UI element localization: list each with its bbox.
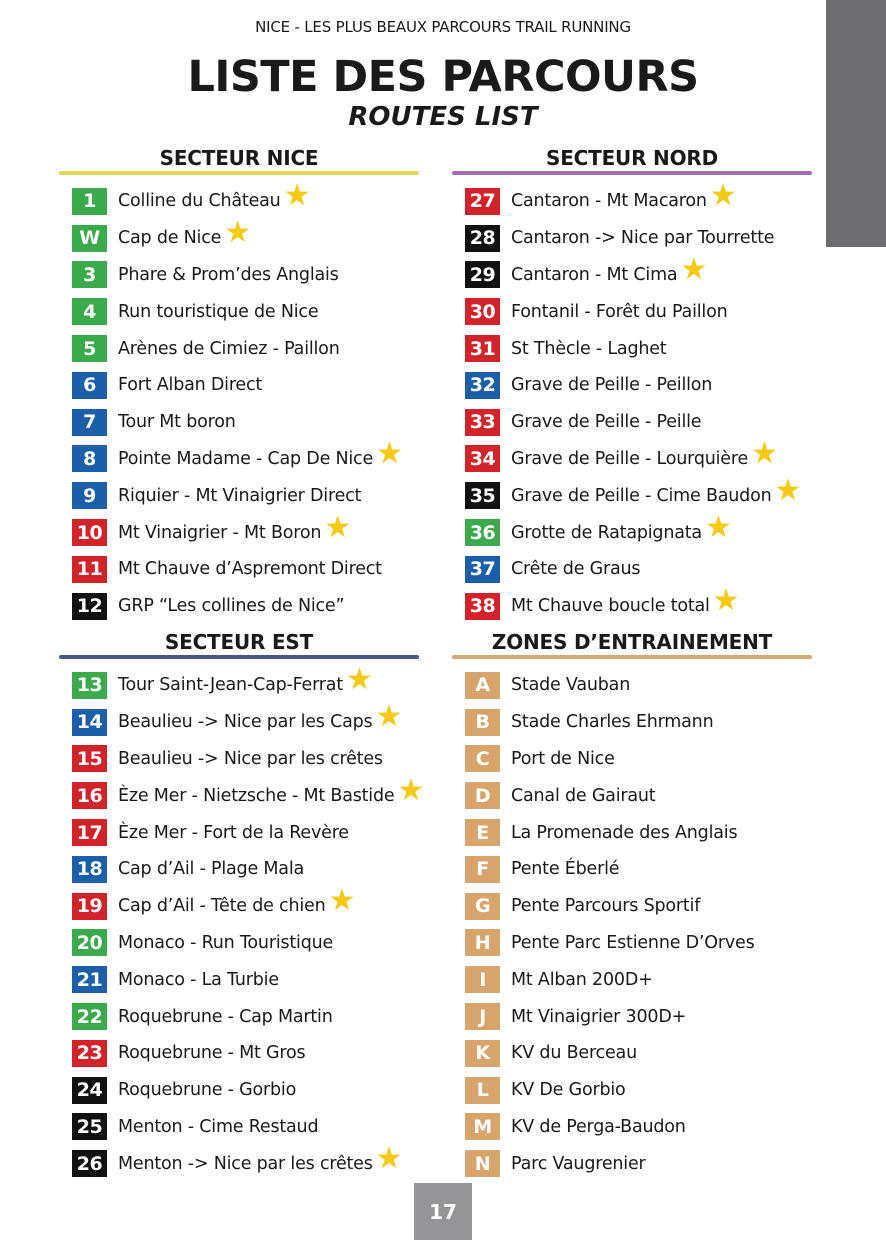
route-label: Grave de Peille - Cime Baudon: [511, 485, 772, 506]
route-badge: 12: [72, 593, 107, 620]
route-label: Beaulieu -> Nice par les crêtes: [118, 748, 383, 769]
route-label: Pente Parcours Sportif: [511, 896, 701, 917]
route-item: [59, 551, 419, 588]
route-label: Phare & Prom’des Anglais: [118, 264, 339, 285]
star-icon: ★: [283, 178, 311, 214]
route-label: Tour Saint-Jean-Cap-Ferrat: [118, 675, 343, 696]
route-label: Colline du Château: [118, 191, 281, 212]
route-item: [59, 1072, 419, 1109]
star-icon: ★: [328, 883, 356, 919]
star-icon: ★: [324, 509, 352, 545]
route-badge: C: [465, 745, 500, 772]
route-item: [59, 699, 419, 741]
route-label: Grave de Peille - Peille: [511, 412, 702, 433]
route-item: [452, 1072, 812, 1109]
route-badge: B: [465, 709, 500, 736]
route-badge: 21: [72, 966, 107, 993]
section-title: SECTEUR NORD: [546, 146, 718, 170]
route-label: Pente Parc Estienne D’Orves: [511, 932, 755, 953]
route-badge: D: [465, 782, 500, 809]
route-label: Mt Alban 200D+: [511, 969, 653, 990]
route-badge: 13: [72, 672, 107, 699]
route-badge: 14: [72, 709, 107, 736]
route-badge: J: [465, 1003, 500, 1030]
route-label: Cantaron -> Nice par Tourrette: [511, 228, 775, 249]
route-item: [59, 925, 419, 962]
route-label: St Thècle - Laghet: [511, 338, 667, 359]
route-label: Cap d’Ail - Tête de chien: [118, 896, 326, 917]
route-badge: 30: [465, 298, 500, 325]
route-item: [59, 851, 419, 888]
page-header: NICE - LES PLUS BEAUX PARCOURS TRAIL RUNNING: [255, 18, 631, 36]
route-badge: 29: [465, 261, 500, 288]
route-badge: E: [465, 819, 500, 846]
route-label: Fontanil - Forêt du Paillon: [511, 301, 728, 322]
route-label: Mt Vinaigrier - Mt Boron: [118, 522, 322, 543]
route-label: Cantaron - Mt Macaron: [511, 191, 707, 212]
route-label: Èze Mer - Nietzsche - Mt Bastide: [118, 785, 395, 806]
route-badge: M: [465, 1113, 500, 1140]
route-badge: 18: [72, 856, 107, 883]
route-badge: A: [465, 672, 500, 699]
route-label: Fort Alban Direct: [118, 375, 263, 396]
route-label: Parc Vaugrenier: [511, 1153, 646, 1174]
route-badge: 27: [465, 188, 500, 215]
route-badge: 36: [465, 519, 500, 546]
star-icon: ★: [712, 583, 740, 619]
route-label: Roquebrune - Cap Martin: [118, 1006, 333, 1027]
route-label: Cap de Nice: [118, 228, 222, 249]
section-zones-entrainement: [452, 629, 812, 1182]
route-label: Grotte de Ratapignata: [511, 522, 702, 543]
route-badge: 26: [72, 1150, 107, 1177]
route-badge: H: [465, 929, 500, 956]
route-badge: 3: [72, 261, 107, 288]
route-badge: 28: [465, 225, 500, 252]
route-item: [452, 509, 812, 551]
route-item: [59, 814, 419, 851]
route-item: [452, 998, 812, 1035]
route-item: [452, 551, 812, 588]
route-item: [452, 472, 812, 514]
route-item: [59, 367, 419, 404]
route-item: [59, 772, 425, 814]
route-item: [452, 330, 812, 367]
route-badge: 23: [72, 1040, 107, 1067]
star-icon: ★: [345, 662, 373, 698]
route-item: [59, 215, 419, 257]
route-label: Cap d’Ail - Plage Mala: [118, 859, 305, 880]
route-item: [59, 477, 419, 514]
route-badge: 7: [72, 409, 107, 436]
route-item: [452, 220, 812, 257]
route-item: [452, 961, 812, 998]
route-badge: 22: [72, 1003, 107, 1030]
page-number: 17: [414, 1183, 472, 1240]
route-item: [452, 704, 812, 741]
section-divider: [452, 655, 812, 659]
route-item: [59, 404, 419, 441]
route-item: [59, 588, 419, 625]
route-item: [452, 251, 812, 294]
route-badge: 11: [72, 556, 107, 583]
star-icon: ★: [774, 472, 802, 508]
route-badge: L: [465, 1077, 500, 1104]
route-item: [452, 435, 812, 478]
route-item: [452, 925, 812, 962]
route-item: [452, 583, 812, 625]
route-label: Grave de Peille - Peillon: [511, 375, 713, 396]
route-badge: N: [465, 1150, 500, 1177]
route-label: Tour Mt boron: [118, 412, 236, 433]
route-item: [59, 293, 419, 330]
route-item: [452, 1035, 812, 1072]
route-badge: 34: [465, 445, 500, 472]
route-label: Menton -> Nice par les crêtes: [118, 1153, 373, 1174]
route-label: Monaco - La Turbie: [118, 969, 279, 990]
route-label: KV De Gorbio: [511, 1080, 626, 1101]
section-divider: [59, 655, 419, 659]
route-label: Cantaron - Mt Cima: [511, 264, 678, 285]
route-label: Run touristique de Nice: [118, 301, 319, 322]
section-divider: [452, 171, 812, 175]
route-label: Canal de Gairaut: [511, 785, 656, 806]
route-item: [59, 1035, 419, 1072]
star-icon: ★: [751, 435, 778, 471]
route-badge: 4: [72, 298, 107, 325]
star-icon: ★: [397, 772, 425, 808]
route-badge: 35: [465, 482, 500, 509]
route-badge: 38: [465, 593, 500, 620]
route-badge: F: [465, 856, 500, 883]
route-badge: 19: [72, 893, 107, 920]
section-secteur-est: [59, 629, 425, 1182]
route-badge: 17: [72, 819, 107, 846]
route-badge: 25: [72, 1113, 107, 1140]
route-label: Arènes de Cimiez - Paillon: [118, 338, 340, 359]
route-item: [59, 1140, 419, 1182]
star-icon: ★: [680, 251, 708, 287]
route-item: [59, 998, 419, 1035]
route-label: Monaco - Run Touristique: [118, 932, 334, 953]
route-label: KV de Perga-Baudon: [511, 1116, 686, 1137]
route-label: Pente Éberlé: [511, 859, 620, 880]
route-item: [452, 1145, 812, 1182]
route-badge: 37: [465, 556, 500, 583]
star-icon: ★: [709, 178, 737, 214]
route-item: [59, 1109, 419, 1146]
route-label: Menton - Cime Restaud: [118, 1116, 319, 1137]
route-item: [59, 883, 419, 925]
route-item: [452, 888, 812, 925]
route-item: [452, 178, 812, 220]
route-label: La Promenade des Anglais: [511, 822, 738, 843]
route-item: [452, 367, 812, 404]
route-badge: 1: [72, 188, 107, 215]
route-badge: 20: [72, 929, 107, 956]
section-title: SECTEUR NICE: [159, 146, 319, 170]
route-item: [59, 435, 419, 478]
route-item: [59, 509, 419, 551]
section-title: SECTEUR EST: [164, 630, 314, 654]
route-badge: 16: [72, 782, 107, 809]
route-label: GRP “Les collines de Nice”: [118, 596, 345, 617]
route-label: Stade Vauban: [511, 675, 631, 696]
star-icon: ★: [375, 1140, 403, 1176]
route-badge: 8: [72, 445, 107, 472]
star-icon: ★: [375, 699, 403, 735]
route-badge: 32: [465, 372, 500, 399]
route-item: [59, 961, 419, 998]
route-badge: I: [465, 966, 500, 993]
route-label: Crête de Graus: [511, 559, 641, 580]
route-badge: 10: [72, 519, 107, 546]
route-item: [452, 1109, 812, 1146]
route-label: Mt Vinaigrier 300D+: [511, 1006, 687, 1027]
route-item: [59, 257, 419, 294]
route-label: Grave de Peille - Lourquière: [511, 448, 749, 469]
route-badge: 6: [72, 372, 107, 399]
section-divider: [59, 171, 419, 175]
route-item: [452, 814, 812, 851]
page-subtitle: ROUTES LIST: [348, 102, 538, 132]
route-badge: G: [465, 893, 500, 920]
section-title: ZONES D’ENTRAINEMENT: [491, 630, 773, 654]
route-item: [452, 851, 812, 888]
route-badge: 24: [72, 1077, 107, 1104]
route-item: [59, 741, 419, 778]
route-label: Port de Nice: [511, 748, 615, 769]
route-badge: 33: [465, 409, 500, 436]
page-title: LISTE DES PARCOURS: [187, 52, 699, 102]
route-label: Èze Mer - Fort de la Revère: [118, 822, 349, 843]
route-item: [452, 293, 812, 330]
route-badge: 5: [72, 335, 107, 362]
route-label: Roquebrune - Gorbio: [118, 1080, 297, 1101]
route-label: Stade Charles Ehrmann: [511, 712, 714, 733]
route-badge: W: [72, 225, 107, 252]
route-item: [59, 330, 419, 367]
route-badge: K: [465, 1040, 500, 1067]
route-label: Riquier - Mt Vinaigrier Direct: [118, 485, 362, 506]
section-secteur-nord: [452, 145, 812, 625]
route-label: Mt Chauve d’Aspremont Direct: [118, 559, 382, 580]
section-secteur-nice: [59, 145, 419, 625]
route-item: [452, 741, 812, 778]
route-badge: 9: [72, 482, 107, 509]
route-label: Pointe Madame - Cap De Nice: [118, 448, 374, 469]
route-item: [59, 662, 419, 704]
route-label: Mt Chauve boucle total: [511, 596, 710, 617]
route-badge: 15: [72, 745, 107, 772]
star-icon: ★: [376, 435, 403, 471]
route-label: Beaulieu -> Nice par les Caps: [118, 712, 373, 733]
route-item: [452, 777, 812, 814]
route-label: Roquebrune - Mt Gros: [118, 1043, 306, 1064]
route-label: KV du Berceau: [511, 1043, 637, 1064]
star-icon: ★: [704, 509, 732, 545]
star-icon: ★: [224, 215, 252, 251]
route-badge: 31: [465, 335, 500, 362]
route-item: [452, 667, 812, 704]
